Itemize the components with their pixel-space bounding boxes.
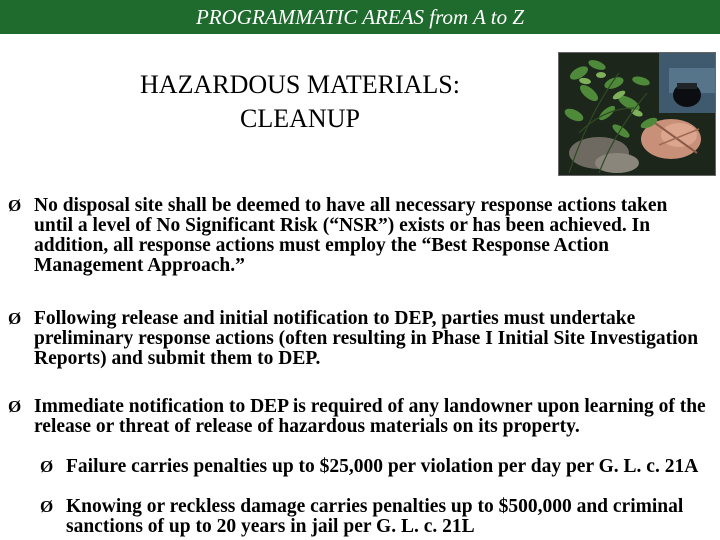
bullet-immediate-notification bbox=[8, 397, 714, 437]
bullet-nsr bbox=[8, 196, 708, 276]
title-line-2: CLEANUP bbox=[240, 104, 360, 133]
sub-bullet-text: Knowing or reckless damage carries penalties up to $500,000 and criminal sanctions of up to 20 years in jail per G. L. c. 21L bbox=[66, 496, 684, 537]
bullet-release-notification bbox=[8, 309, 708, 369]
header-title: PROGRAMMATIC AREAS from A to Z bbox=[195, 5, 524, 29]
photo-debris-in-vegetation-icon bbox=[558, 52, 716, 176]
bullet-arrow-icon: Ø bbox=[8, 196, 22, 215]
sub-bullet-failure-penalties bbox=[40, 457, 712, 477]
slide-title bbox=[90, 68, 510, 136]
bullet-arrow-icon: Ø bbox=[8, 309, 22, 328]
title-line-1: HAZARDOUS MATERIALS: bbox=[140, 70, 460, 99]
sub-bullet-text: Failure carries penalties up to $25,000 per violation per day per G. L. c. 21A bbox=[66, 456, 699, 477]
bullet-arrow-icon: Ø bbox=[40, 457, 54, 476]
sub-bullet-knowing-damage bbox=[40, 497, 712, 537]
header-bar bbox=[0, 0, 720, 34]
bullet-text: No disposal site shall be deemed to have all necessary response actions taken until a level of No Significant Risk (“NSR”) exists or has been achieved. In addition, all response actions must employ the “Best Response Action Management Approach.” bbox=[34, 195, 668, 276]
bullet-arrow-icon: Ø bbox=[8, 397, 22, 416]
bullet-text: Immediate notification to DEP is required of any landowner upon learning of the release or threat of release of hazardous materials on its property. bbox=[34, 396, 706, 437]
bullet-text: Following release and initial notification to DEP, parties must undertake preliminary response actions (often resulting in Phase I Initial Site Investigation Reports) and submit them to DEP. bbox=[34, 308, 699, 369]
bullet-arrow-icon: Ø bbox=[40, 497, 54, 516]
